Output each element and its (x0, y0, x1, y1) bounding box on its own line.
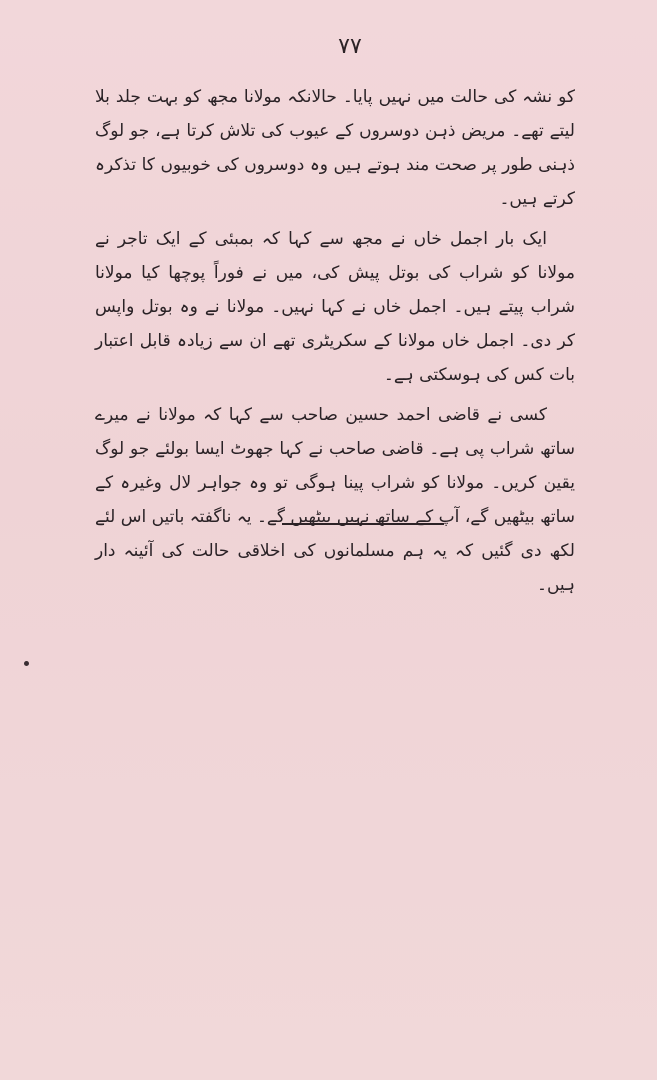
page-number: ۷۷ (338, 34, 362, 59)
paragraph-3: کسی نے قاضی احمد حسین صاحب سے کہا کہ مولانا نے میرے ساتھ شراب پی ہے۔ قاضی صاحب نے کہا جھوٹ ایسا بولئے جو لوگ یقین کریں۔ مولانا کو شراب پینا ہوگی تو وہ جواہر لال وغیرہ کے ساتھ بیٹھیں گے، آپ کے ساتھ نہیں بیٹھیں گے۔ یہ ناگفتہ باتیں اس لئے لکھ دی گئیں کہ یہ ہم مسلمانوں کی اخلاقی حالت کی آئینہ دار ہیں۔ (95, 405, 575, 595)
paragraph-1: کو نشہ کی حالت میں نہیں پایا۔ حالانکہ مولانا مجھ کو بہت جلد بلا لیتے تھے۔ مریض ذہن دوسروں کے عیوب کی تلاش کرتا ہے، جو لوگ ذہنی طور پر صحت مند ہوتے ہیں وہ دوسروں کی خوبیوں کا تذکرہ کرتے ہیں۔ (95, 87, 575, 209)
ink-speck (24, 661, 29, 666)
paragraph-2: ایک بار اجمل خاں نے مجھ سے کہا کہ بمبئی کے ایک تاجر نے مولانا کو شراب کی بوتل پیش کی، میں نے فوراً پوچھا کیا مولانا شراب پیتے ہیں۔ اجمل خاں نے کہا نہیں۔ مولانا نے وہ بوتل واپس کر دی۔ اجمل خاں مولانا کے سکریٹری تھے ان سے زیادہ قابل اعتبار بات کس کی ہوسکتی ہے۔ (95, 229, 575, 385)
section-divider (282, 523, 444, 525)
